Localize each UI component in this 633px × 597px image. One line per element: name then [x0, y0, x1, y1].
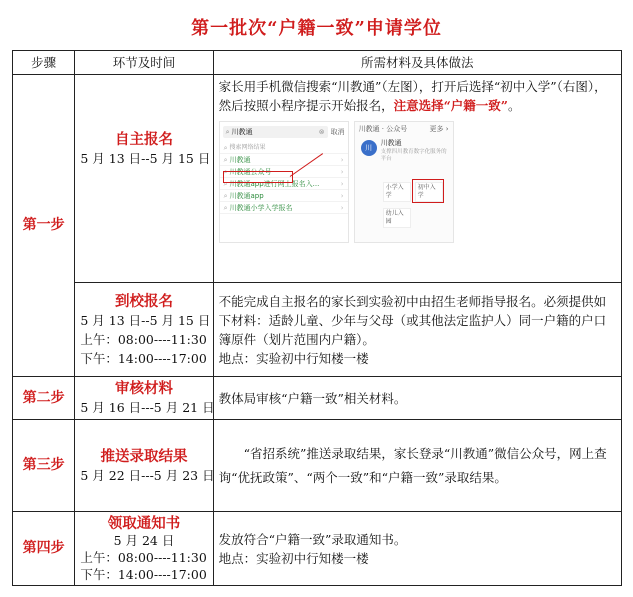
table-row — [13, 512, 622, 586]
search-icon: ⌕ — [225, 128, 230, 136]
stage-cell — [75, 377, 213, 420]
search-icon: ⌕ — [223, 203, 228, 212]
header-materials: 所需材料及具体做法 — [213, 51, 621, 75]
step-label: 第二步 — [13, 377, 75, 420]
stage-date: 5 月 13 日--5 月 15 日 — [80, 312, 211, 328]
location: 地点：实验初中行知楼一楼 — [218, 350, 369, 366]
materials-desc: 教体局审核“户籍一致”相关材料。 — [218, 390, 407, 406]
highlight-box — [412, 179, 444, 203]
list-item — [220, 142, 348, 154]
stage-name: 自主报名 — [114, 130, 173, 148]
clear-icon: ⊗ — [318, 128, 325, 136]
stage-morning: 上午：08:00----11:30 — [80, 549, 207, 565]
highlight-box — [223, 171, 293, 183]
search-bar — [223, 126, 345, 138]
stage-name: 到校报名 — [114, 292, 173, 310]
search-icon: ⌕ — [223, 155, 228, 164]
materials-desc-end: 。 — [507, 98, 521, 113]
location: 地点：实验初中行知楼一楼 — [218, 550, 369, 566]
suggestion-text: 川教通 — [229, 155, 251, 164]
step-label: 第四步 — [13, 512, 75, 586]
suggestion-text: 川教通公众号 — [229, 167, 272, 176]
stage-cell — [75, 512, 213, 586]
stage-date: 5 月 24 日 — [113, 532, 175, 548]
search-text: 川教通 — [231, 128, 253, 136]
header-stage-time: 环节及时间 — [75, 51, 213, 75]
account-name: 川教通 — [380, 139, 402, 147]
suggestion-text: 川教通app进行网上报名入... — [229, 179, 320, 188]
stage-name: 审核材料 — [114, 380, 173, 397]
materials-cell — [213, 420, 621, 512]
search-icon: ⌕ — [223, 191, 228, 200]
materials-cell — [213, 512, 621, 586]
list-item — [220, 202, 348, 214]
account-desc: 支撑四川教育数字化服务的平台 — [380, 149, 447, 162]
stage-cell — [75, 420, 213, 512]
page-title: 第一批次“户籍一致”申请学位 — [191, 18, 442, 39]
suggestion-text: 川教通app — [229, 191, 264, 200]
search-icon: ⌕ — [223, 167, 228, 176]
table-row — [13, 377, 622, 420]
stage-afternoon: 下午：14:00----17:00 — [80, 566, 207, 582]
menu-primary: 小学入学 — [383, 182, 411, 202]
stage-name: 推送录取结果 — [100, 447, 188, 465]
chevron-right-icon: › — [340, 179, 344, 188]
menu-junior: 初中入学 — [415, 182, 443, 202]
table-row — [13, 420, 622, 512]
materials-desc: 发放符合“户籍一致”录取通知书。 — [218, 531, 407, 547]
suggestion-text: 川教通小学入学报名 — [229, 203, 293, 212]
materials-text — [219, 77, 616, 115]
materials-desc: 家长用手机微信搜索“川教通”（左图），打开后选择“初中入学”（右图），然后按照小程序提示开始报名， — [218, 79, 607, 113]
chevron-right-icon: › — [340, 167, 344, 176]
account-header — [355, 122, 453, 137]
step-label: 第三步 — [13, 420, 75, 512]
stage-cell — [75, 75, 213, 283]
materials-cell — [213, 377, 621, 420]
account-logo-icon: 川 — [361, 140, 377, 156]
list-item — [220, 154, 348, 166]
table-header-row — [13, 51, 622, 75]
materials-cell — [213, 283, 621, 377]
stage-date: 5 月 22 日---5 月 23 日 — [80, 467, 215, 483]
header-step: 步骤 — [13, 51, 75, 75]
search-icon: ⌕ — [223, 179, 228, 188]
notice-highlight: 注意选择“户籍一致” — [393, 98, 508, 113]
more-link: 更多 › — [429, 125, 449, 133]
suggestion-text: 搜索网络结果 — [229, 143, 266, 151]
account-header-title: 川教通 · 公众号 — [358, 125, 408, 133]
stage-morning: 上午：08:00----11:30 — [80, 331, 207, 347]
stage-date: 5 月 13 日--5 月 15 日 — [80, 150, 211, 166]
chevron-right-icon: › — [340, 191, 344, 200]
search-box — [223, 126, 328, 138]
admission-steps-table — [12, 50, 622, 586]
materials-desc: 不能完成自主报名的家长到实验初中由招生老师指导报名。必须提供如下材料：适龄儿童、少年与父母（或其他法定监护人）同一户籍的户口簿原件（划片范围内户籍）。 — [218, 293, 607, 347]
wechat-account-screenshot — [354, 121, 454, 243]
table-row — [13, 75, 622, 283]
wechat-screenshots — [219, 121, 616, 243]
stage-date: 5 月 16 日---5 月 21 日 — [80, 400, 215, 415]
chevron-right-icon: › — [340, 155, 344, 164]
list-item — [220, 190, 348, 202]
stage-afternoon: 下午：14:00----17:00 — [80, 350, 207, 366]
search-icon: ⌕ — [223, 143, 228, 152]
stage-name: 领取通知书 — [107, 514, 181, 532]
cancel-label: 取消 — [330, 128, 345, 136]
step-label: 第一步 — [13, 75, 75, 377]
materials-desc: “省招系统”推送录取结果，家长登录“川教通”微信公众号，网上查询“优抚政策”、“两个一致”和“户籍一致”录取结果。 — [218, 445, 607, 485]
chevron-right-icon: › — [340, 203, 344, 212]
wechat-search-screenshot — [219, 121, 349, 243]
materials-cell — [213, 75, 621, 283]
table-row — [13, 283, 622, 377]
menu-kindergarten: 幼儿入园 — [383, 208, 411, 228]
stage-cell — [75, 283, 213, 377]
